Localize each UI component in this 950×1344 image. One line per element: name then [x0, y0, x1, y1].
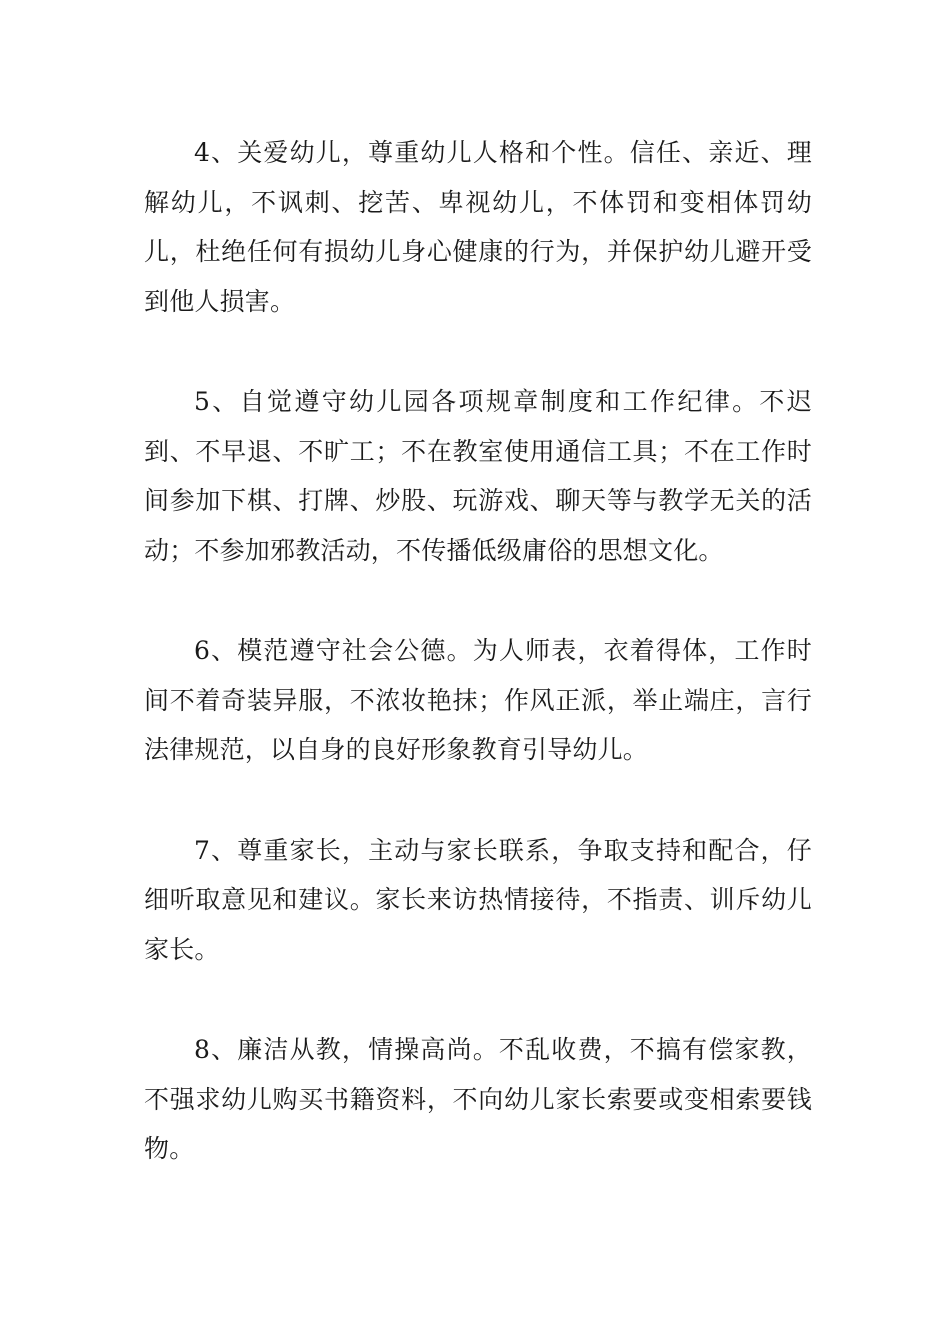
paragraph-4: 4、关爱幼儿，尊重幼儿人格和个性。信任、亲近、理解幼儿，不讽刺、挖苦、卑视幼儿，不体罚和变相体罚幼儿，杜绝任何有损幼儿身心健康的行为，并保护幼儿避开受到他人损害。 — [144, 138, 812, 316]
paragraph-5: 5、自觉遵守幼儿园各项规章制度和工作纪律。不迟到、不早退、不旷工；不在教室使用通信工具；不在工作时间参加下棋、打牌、炒股、玩游戏、聊天等与教学无关的活动；不参加邪教活动，不传播低级庸俗的思想文化。 — [144, 387, 812, 565]
document-body — [144, 128, 812, 1225]
paragraph-7: 7、尊重家长，主动与家长联系，争取支持和配合，仔细听取意见和建议。家长来访热情接待，不指责、训斥幼儿家长。 — [144, 835, 812, 964]
paragraph-8: 8、廉洁从教，情操高尚。不乱收费，不搞有偿家教，不强求幼儿购买书籍资料，不向幼儿家长索要或变相索要钱物。 — [144, 1035, 812, 1163]
paragraph-6: 6、模范遵守社会公德。为人师表，衣着得体，工作时间不着奇装异服，不浓妆艳抹；作风正派，举止端庄，言行法律规范，以自身的良好形象教育引导幼儿。 — [144, 636, 812, 764]
